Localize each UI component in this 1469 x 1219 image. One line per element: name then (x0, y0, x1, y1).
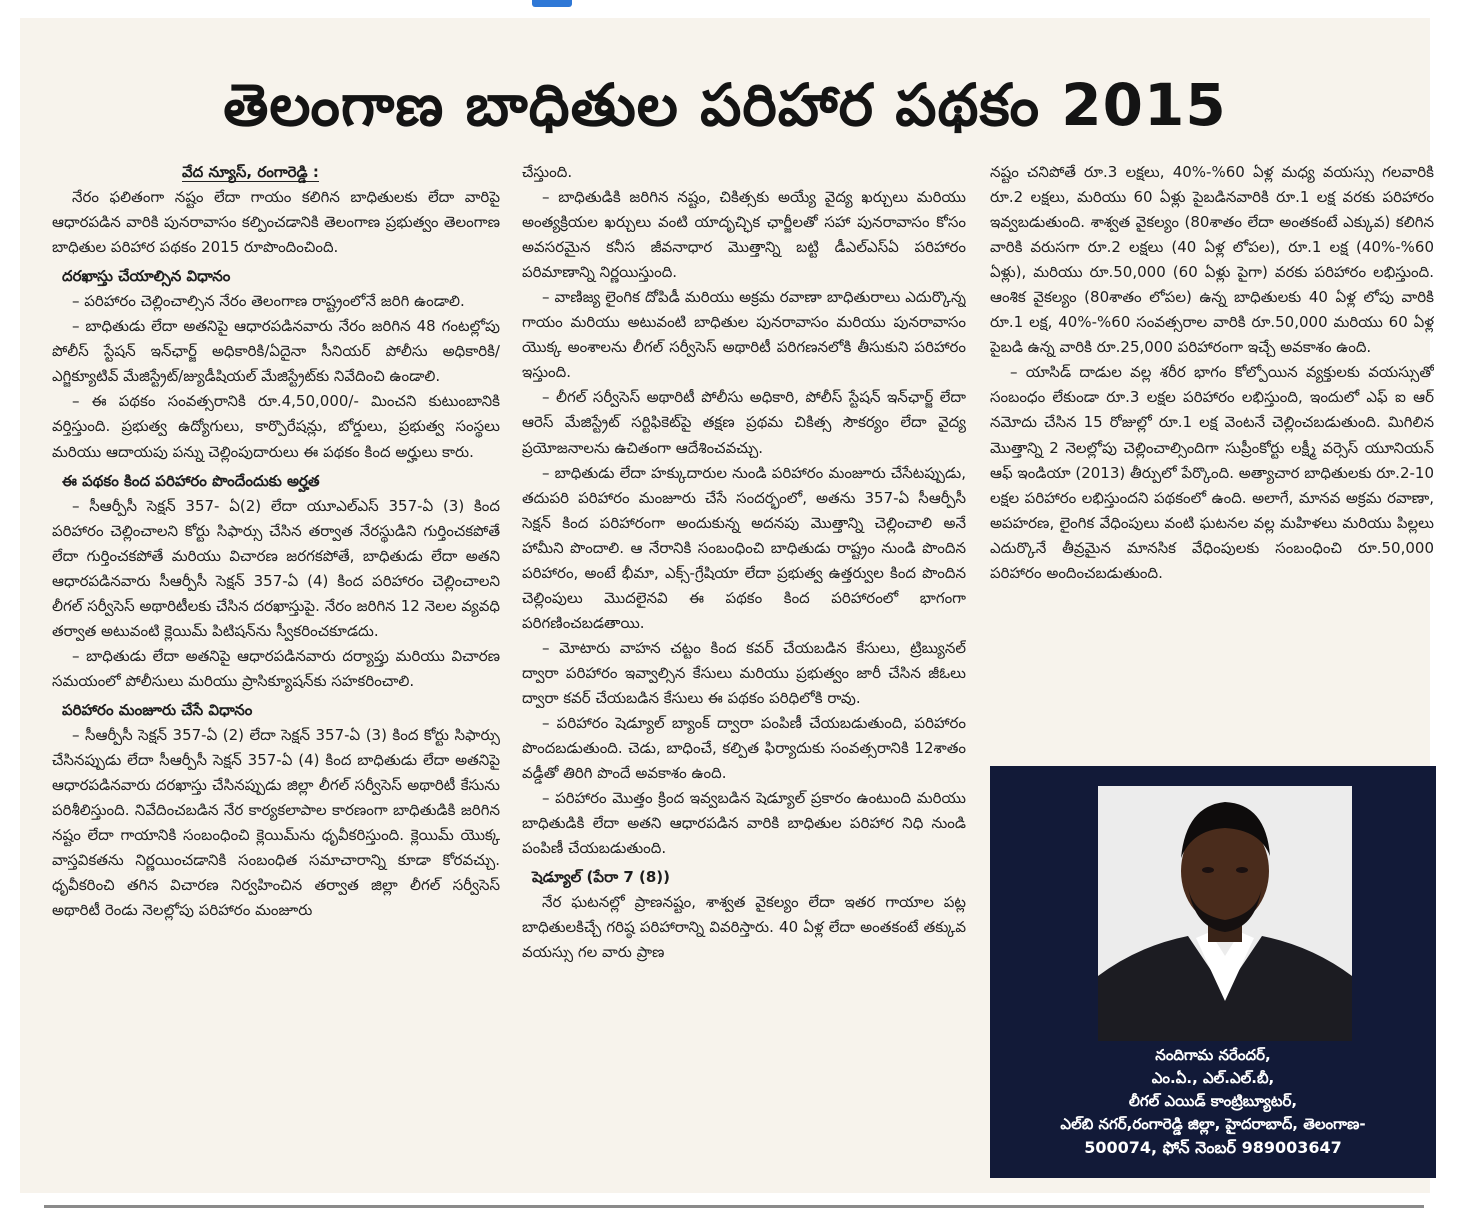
paragraph: – ఈ పథకం సంవత్సరానికి రూ.4,50,000/- మించని కుటుంబానికి వర్తిస్తుంది. ప్రభుత్వ ఉద్యోగులు, కార్పొరేషన్లు, బోర్డులు, ప్రభుత్వ సంస్థలు మరియు ఆదాయపు పన్ను చెల్లింపుదారులు ఈ పథకం కింద అర్హులు కారు. (52, 392, 500, 461)
section-heading: దరఖాస్తు చేయాల్సిన విధానం (62, 267, 231, 286)
section-heading: పరిహారం మంజూరు చేసే విధానం (62, 700, 253, 719)
headline: తెలంగాణ బాధితుల పరిహార పథకం 2015 (223, 70, 1227, 139)
paragraph: – బాధితుడు లేదా అతనిపై ఆధారపడినవారు దర్యాప్తు మరియు విచారణ సమయంలో పోలీసులు మరియు ప్రాసిక్యూషన్‌కు సహకరించాలి. (52, 646, 500, 690)
paragraph: – యాసిడ్ దాడుల వల్ల శరీర భాగం కోల్పోయిన వ్యక్తులకు వయస్సుతో సంబంధం లేకుండా రూ.3 లక్షల పరిహారం లభిస్తుంది, ఇందులో ఎఫ్ ఐ ఆర్ నమోదు చేసిన 15 రోజుల్లో రూ.1 లక్ష వెంటనే చెల్లించబడుతుంది. మిగిలిన మొత్తాన్ని 2 నెలల్లోపు చెల్లించాల్సిందిగా సుప్రీంకోర్టు లక్ష్మీ వర్సెస్ యూనియన్ ఆఫ్ ఇండియా (2013) తీర్పులో పేర్కొంది. అత్యాచార బాధితులకు రూ.2-10 లక్షల పరిహారం లభిస్తుందని పథకంలో ఉంది. అలాగే, మానవ అక్రమ రవాణా, అపహరణ, లైంగిక వేధింపులు వంటి ఘటనల వల్ల మహిళలు మరియు పిల్లలు ఎదుర్కొనే తీవ్రమైన మానసిక వేధింపులకు సంబంధించి రూ.50,000 పరిహారం అందించబడుతుంది. (990, 363, 1434, 582)
author-role: లీగల్ ఎయిడ్ కాంట్రిబ్యూటర్, (1128, 1092, 1298, 1110)
paragraph: – సీఆర్పీసీ సెక్షన్ 357- ఏ(2) లేదా యూఎల్ఎస్ 357-ఏ (3) కింద పరిహారం చెల్లించాలని కోర్టు సిఫార్సు చేసిన తర్వాత నేరస్థుడిని గుర్తించకపోతే లేదా గుర్తించకపోతే మరియు విచారణ జరగకపోతే, బాధితుడు లేదా అతని ఆధారపడినవారు సీఆర్పీసీ సెక్షన్ 357-ఏ (4) కింద పరిహారం చెల్లించాలని లీగల్ సర్వీసెస్ అథారిటీలకు చేసిన దరఖాస్తుపై. నేరం జరిగిన 12 నెలల వ్యవధి తర్వాత అటువంటి క్లెయిమ్ పిటిషన్‌ను స్వీకరించకూడదు. (52, 496, 500, 640)
paragraph: – బాధితుడికి జరిగిన నష్టం, చికిత్సకు అయ్యే వైద్య ఖర్చులు మరియు అంత్యక్రియల ఖర్చులు వంటి యాదృచ్ఛిక ఛార్జీలతో సహా పునరావాసం కోసం అవసరమైన కనీస జీవనాధార మొత్తాన్ని బట్టి డీఎల్ఎస్ఏ పరిహారం పరిమాణాన్ని నిర్ణయిస్తుంది. (522, 188, 966, 282)
section-heading: ఈ పథకం కింద పరిహారం పొందేందుకు అర్హత (62, 471, 320, 490)
author-degree: ఎం.ఏ., ఎల్.ఎల్.బీ, (1151, 1069, 1275, 1087)
bottom-divider (44, 1205, 1424, 1208)
author-portrait-icon (1098, 786, 1352, 1041)
author-contact: 500074, ఫోన్ నెంబర్ 989003647 (1084, 1138, 1342, 1157)
author-address: ఎల్‌బి నగర్,రంగారెడ్డి జిల్లా, హైదరాబాద్, తెలంగాణ- (1060, 1115, 1366, 1133)
paragraph: – మోటారు వాహన చట్టం కింద కవర్ చేయబడిన కేసులు, ట్రిబ్యునల్ ద్వారా పరిహారం ఇవ్వాల్సిన కేసులు మరియు ప్రభుత్వం జారీ చేసిన జీఓలు ద్వారా కవర్ చేయబడిన కేసులు ఈ పథకం పరిధిలోకి రావు. (522, 638, 966, 707)
top-tab-indicator (532, 0, 572, 7)
article-column-3 (990, 160, 1434, 760)
paragraph: – బాధితుడు లేదా అతనిపై ఆధారపడినవారు నేరం జరిగిన 48 గంటల్లోపు పోలీస్ స్టేషన్ ఇన్‌ఛార్జ్ అధికారికి/ఏదైనా సీనియర్ పోలీసు అధికారికి/ఎగ్జిక్యూటివ్ మేజిస్ట్రేట్/జ్యుడీషియల్ మేజిస్ట్రేట్‌కు నివేదించి ఉండాలి. (52, 317, 500, 386)
author-caption (990, 1044, 1436, 1159)
author-name: నందిగామ నరేందర్, (1155, 1046, 1271, 1064)
paragraph: నేర ఘటనల్లో ప్రాణనష్టం, శాశ్వత వైకల్యం లేదా ఇతర గాయాల పట్ల బాధితులకిచ్చే గరిష్ఠ పరిహారాన్ని వివరిస్తారు. 40 ఏళ్ల లేదా అంతకంటే తక్కువ వయస్సు గల వారు ప్రాణ (522, 893, 966, 962)
byline: వేద న్యూస్, రంగారెడ్డి : (182, 163, 319, 181)
paragraph: – సీఆర్పీసీ సెక్షన్ 357-ఏ (2) లేదా సెక్షన్ 357-ఏ (3) కింద కోర్టు సిఫార్సు చేసినప్పుడు లేదా సీఆర్పీసీ సెక్షన్ 357-ఏ (4) కింద బాధితుడు లేదా అతనిపై ఆధారపడినవారు దరఖాస్తు చేసినప్పుడు జిల్లా లీగల్ సర్వీసెస్ అథారిటీ కేసును పరిశీలిస్తుంది. నివేదించబడిన నేర కార్యకలాపాల కారణంగా బాధితుడికి జరిగిన నష్టం లేదా గాయానికి సంబంధించి క్లెయిమ్‌ను ధృవీకరిస్తుంది. క్లెయిమ్ యొక్క వాస్తవికతను నిర్ణయించడానికి సంబంధిత సమాచారాన్ని కూడా కోరవచ్చు. ధృవీకరించి తగిన విచారణ నిర్వహించిన తర్వాత జిల్లా లీగల్ సర్వీసెస్ అథారిటీ రెండు నెలల్లోపు పరిహారం మంజూరు (52, 726, 500, 920)
article-column-2 (522, 160, 966, 1200)
author-profile-box (990, 766, 1436, 1178)
section-heading: షెడ్యూల్ (పేరా 7 (8)) (532, 868, 671, 887)
paragraph: – పరిహారం మొత్తం క్రింద ఇవ్వబడిన షెడ్యూల్ ప్రకారం ఉంటుంది మరియు బాధితుడికి లేదా అతని ఆధారపడిన వారికి బాధితుల పరిహార నిధి నుండి పంపిణీ చేయబడుతుంది. (522, 789, 966, 858)
paragraph: నష్టం చనిపోతే రూ.3 లక్షలు, 40%-%60 ఏళ్ల మధ్య వయస్సు గలవారికి రూ.2 లక్షలు, మరియు 60 ఏళ్లు పైబడినవారికి రూ.1 లక్ష వరకు పరిహారం ఇవ్వబడుతుంది. శాశ్వత వైకల్యం (80శాతం లేదా అంతకంటే ఎక్కువ) కలిగిన వారికి వరుసగా రూ.2 లక్షలు (40 ఏళ్ల లోపల), రూ.1 లక్ష (40%-%60 ఏళ్లు), మరియు రూ.50,000 (60 ఏళ్లు పైగా) వరకు పరిహారం లభిస్తుంది. ఆంశిక వైకల్యం (80శాతం లోపల) ఉన్న బాధితులకు 40 ఏళ్ల లోపు వారికి రూ.1 లక్ష, 40%-%60 సంవత్సరాల వారికి రూ.50,000 మరియు 60 ఏళ్ల పైబడి ఉన్న వారికి రూ.25,000 పరిహారంగా ఇచ్చే అవకాశం ఉంది. (990, 163, 1434, 357)
author-photo (1098, 786, 1352, 1041)
paragraph: – పరిహారం చెల్లించాల్సిన నేరం తెలంగాణ రాష్ట్రంలోనే జరిగి ఉండాలి. (72, 292, 465, 311)
paragraph: చేస్తుంది. (522, 163, 573, 181)
paragraph: – లీగల్ సర్వీసెస్ అథారిటీ పోలీసు అధికారి, పోలీస్ స్టేషన్ ఇన్‌ఛార్జ్ లేదా ఆరెస్ మేజిస్ట్రేట్ సర్టిఫికెట్‌పై తక్షణ ప్రథమ చికిత్స సౌకర్యం లేదా వైద్య ప్రయోజనాలను ఉచితంగా ఆదేశించవచ్చు. (522, 388, 966, 457)
article-column-1 (52, 160, 500, 1200)
paragraph: – బాధితుడు లేదా హక్కుదారుల నుండి పరిహారం మంజూరు చేసేటప్పుడు, తదుపరి పరిహారం మంజూరు చేసే సందర్భంలో, అతను 357-ఏ సీఆర్పీసీ సెక్షన్ కింద పరిహారంగా అందుకున్న అదనపు మొత్తాన్ని చెల్లించాలి అనే హామీని పొందాలి. ఆ నేరానికి సంబంధించి బాధితుడు రాష్ట్రం నుండి పొందిన పరిహారం, అంటే భీమా, ఎక్స్-గ్రేషియా లేదా ప్రభుత్వ ఉత్తర్వుల కింద పొందిన చెల్లింపులు మొదలైనవి ఈ పథకం కింద పరిహారంలో భాగంగా పరిగణించబడతాయి. (522, 463, 966, 632)
newspaper-clipping (20, 18, 1434, 1193)
intro-paragraph: నేరం ఫలితంగా నష్టం లేదా గాయం కలిగిన బాధితులకు లేదా వారిపై ఆధారపడిన వారికి పునరావాసం కల్పించడానికి తెలంగాణ ప్రభుత్వం తెలంగాణ బాధితుల పరిహార పథకం 2015 రూపొందించింది. (52, 188, 500, 257)
paragraph: – పరిహారం షెడ్యూల్ బ్యాంక్ ద్వారా పంపిణీ చేయబడుతుంది, పరిహారం పొందబడుతుంది. చెడు, బాధించే, కల్పిత ఫిర్యాదుకు సంవత్సరానికి 12శాతం వడ్డీతో తిరిగి పొందే అవకాశం ఉంది. (522, 714, 966, 783)
paragraph: – వాణిజ్య లైంగిక దోపిడీ మరియు అక్రమ రవాణా బాధితురాలు ఎదుర్కొన్న గాయం మరియు అటువంటి బాధితుల పునరావాసం మరియు పునరావాసం యొక్క అంశాలను లీగల్ సర్వీసెస్ అథారిటీ పరిగణనలోకి తీసుకుని పరిహారం ఇస్తుంది. (522, 288, 966, 382)
